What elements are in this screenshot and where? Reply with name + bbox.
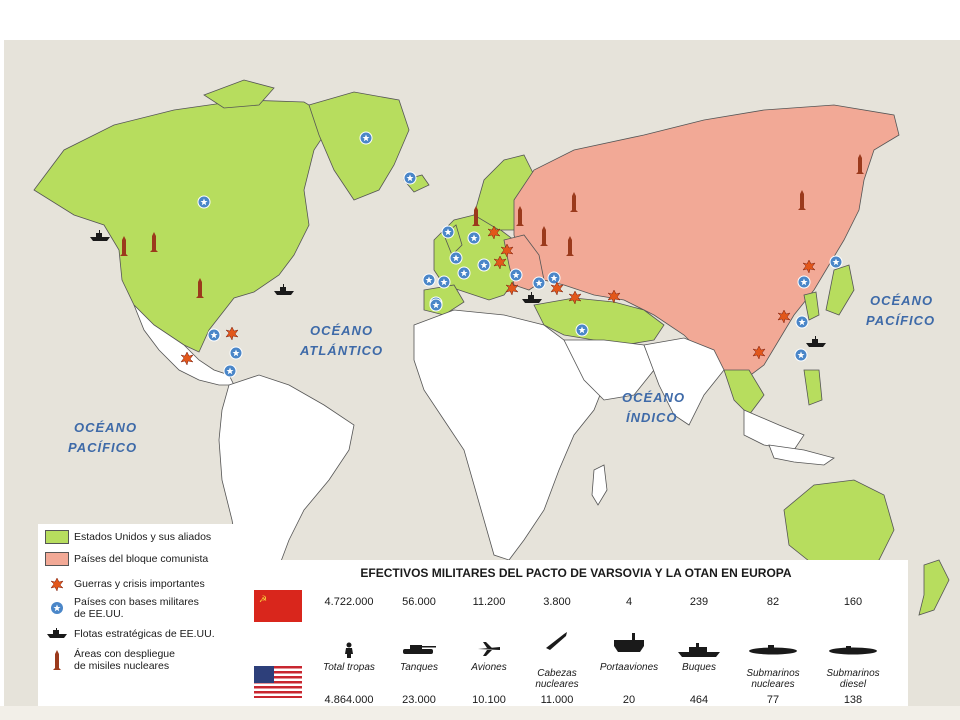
region-australia bbox=[784, 480, 894, 570]
category-label-4: Portaaviones bbox=[599, 662, 659, 673]
nato-value-0: 4.864.000 bbox=[324, 694, 374, 706]
legend-item-wars: Guerras y crisis importantes bbox=[44, 576, 205, 592]
tank-icon bbox=[384, 642, 454, 661]
warsaw-value-0: 4.722.000 bbox=[324, 596, 374, 608]
legend-item-fleets: Flotas estratégicas de EE.UU. bbox=[44, 628, 215, 640]
svg-text:ATLÁNTICO: ATLÁNTICO bbox=[300, 343, 384, 358]
warsaw-value-7: 160 bbox=[843, 596, 863, 608]
category-label-7: Submarinos diesel bbox=[826, 668, 880, 690]
aircraft-carrier-icon bbox=[594, 630, 664, 659]
nato-value-5: 464 bbox=[689, 694, 709, 706]
military-forces-table bbox=[244, 560, 908, 710]
warsaw-value-6: 82 bbox=[766, 596, 780, 608]
green-swatch-icon bbox=[45, 530, 69, 544]
map-page bbox=[4, 40, 960, 710]
legend-item-communist: Países del bloque comunista bbox=[44, 552, 208, 566]
salmon-swatch-icon bbox=[45, 552, 69, 566]
ocean-label-atlantico bbox=[299, 323, 383, 358]
nuclear-warhead-icon bbox=[522, 630, 592, 655]
svg-text:OCÉANO: OCÉANO bbox=[622, 390, 686, 405]
nato-value-1: 23.000 bbox=[402, 694, 436, 706]
svg-text:ÍNDICO: ÍNDICO bbox=[626, 410, 678, 425]
warsaw-value-3: 3.800 bbox=[543, 596, 571, 608]
nato-value-3: 11.000 bbox=[540, 694, 574, 706]
warsaw-value-4: 4 bbox=[625, 596, 633, 608]
missile-icon bbox=[51, 649, 63, 671]
nato-value-4: 20 bbox=[622, 694, 636, 706]
category-label-2: Aviones bbox=[471, 662, 507, 673]
nato-value-7: 138 bbox=[843, 694, 863, 706]
svg-text:OCÉANO: OCÉANO bbox=[870, 293, 934, 308]
nato-value-6: 77 bbox=[766, 694, 780, 706]
region-japan bbox=[826, 265, 854, 315]
svg-text:PACÍFICO: PACÍFICO bbox=[68, 440, 138, 455]
ocean-label-pacifico-east bbox=[866, 293, 935, 328]
star-base-icon bbox=[49, 600, 65, 616]
region-greenland bbox=[309, 92, 409, 200]
battleship-icon bbox=[664, 642, 734, 663]
explosion-icon bbox=[49, 576, 65, 592]
legend-item-missiles: Áreas con despliegue de misiles nucleares bbox=[44, 648, 175, 672]
svg-text:OCÉANO: OCÉANO bbox=[74, 420, 138, 435]
ocean-label-pacifico-west bbox=[68, 420, 137, 455]
warsaw-value-2: 11.200 bbox=[472, 596, 506, 608]
nato-value-2: 10.100 bbox=[472, 694, 506, 706]
airplane-icon bbox=[454, 642, 524, 661]
ussr-flag-icon bbox=[254, 590, 302, 622]
nuclear-submarine-icon bbox=[738, 642, 808, 660]
diesel-submarine-icon bbox=[818, 642, 888, 660]
map-legend bbox=[38, 524, 244, 710]
category-label-6: Submarinos nucleares bbox=[746, 668, 800, 690]
page-bottom-strip bbox=[0, 706, 960, 720]
category-label-5: Buques bbox=[682, 662, 716, 673]
category-label-0: Total tropas bbox=[323, 662, 375, 673]
warship-icon bbox=[45, 628, 69, 640]
soldier-icon bbox=[314, 642, 384, 663]
warsaw-value-5: 239 bbox=[689, 596, 709, 608]
svg-text:OCÉANO: OCÉANO bbox=[310, 323, 374, 338]
svg-text:☭: ☭ bbox=[259, 595, 268, 605]
warsaw-value-1: 56.000 bbox=[402, 596, 436, 608]
legend-item-bases: Países con bases militares de EE.UU. bbox=[44, 596, 199, 620]
legend-item-us-allies: Estados Unidos y sus aliados bbox=[44, 530, 211, 544]
svg-text:PACÍFICO: PACÍFICO bbox=[866, 313, 936, 328]
region-north-america bbox=[34, 100, 334, 352]
usa-flag-icon bbox=[254, 666, 302, 698]
category-label-1: Tanques bbox=[400, 662, 438, 673]
category-label-3: Cabezas nucleares bbox=[535, 668, 579, 690]
table-title: EFECTIVOS MILITARES DEL PACTO DE VARSOVIA Y LA OTAN EN EUROPA bbox=[360, 566, 792, 580]
